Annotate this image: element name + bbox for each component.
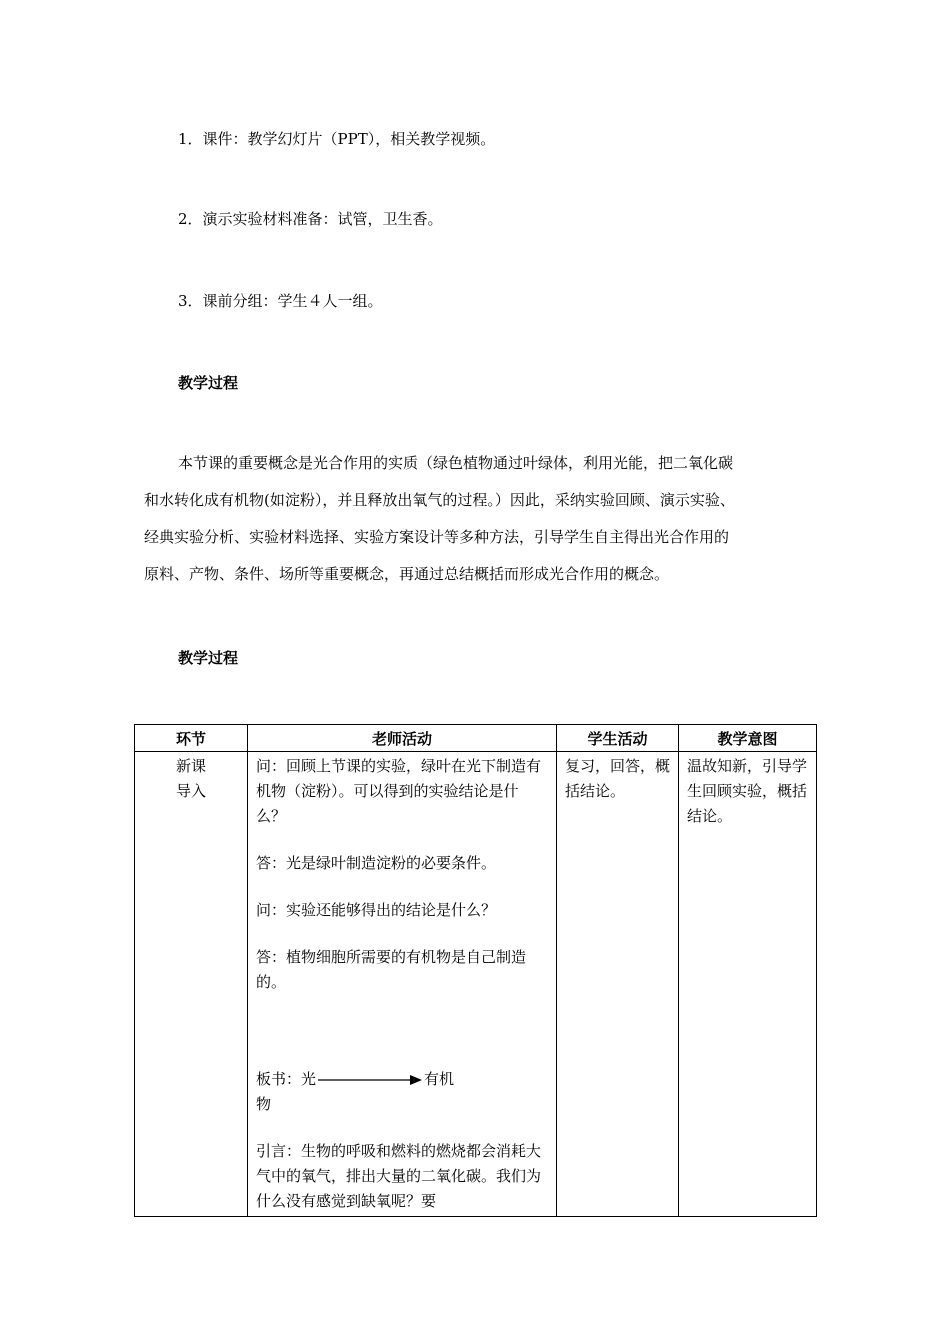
board-note-suffix: 有机	[424, 1070, 455, 1088]
overview-paragraph	[144, 445, 814, 593]
table-header-row	[135, 725, 817, 752]
board-note	[256, 1067, 548, 1117]
teacher-question-2: 问：实验还能够得出的结论是什么？	[256, 901, 497, 919]
paragraph-line-3: 经典实验分析、实验材料选择、实验方案设计等多种方法，引导学生自主得出光合作用的	[144, 528, 730, 546]
section-heading-process: 教学过程	[178, 374, 239, 392]
teaching-intent-cell: 温故知新，引导学生回顾实验，概括结论。	[679, 752, 817, 1217]
paragraph-line-2: 和水转化成有机物(如淀粉），并且释放出氧气的过程。）因此，采纳实验回顾、演示实验、	[144, 491, 735, 509]
header-student-activity: 学生活动	[557, 725, 679, 752]
paragraph-line-1: 本节课的重要概念是光合作用的实质（绿色植物通过叶绿体，利用光能，把二氧化碳	[178, 454, 734, 472]
student-activity-cell: 复习，回答，概括结论。	[557, 752, 679, 1217]
lesson-table	[134, 724, 817, 1217]
stage-label-line-2: 导入	[175, 782, 206, 800]
prep-item-1: 1．课件：教学幻灯片（PPT），相关教学视频。	[178, 130, 496, 148]
right-arrow-icon	[318, 1074, 422, 1086]
teacher-intro: 引言：生物的呼吸和燃料的燃烧都会消耗大气中的氧气，排出大量的二氧化碳。我们为什么没有感觉到缺氧呢？要	[256, 1142, 542, 1210]
stage-label-line-1: 新课	[175, 757, 206, 775]
section-heading-process-2: 教学过程	[178, 649, 239, 667]
board-note-wrap: 物	[256, 1095, 272, 1113]
header-stage: 环节	[135, 725, 248, 752]
teacher-answer-2: 答：植物细胞所需要的有机物是自己制造的。	[256, 948, 527, 991]
prep-item-2: 2．演示实验材料准备：试管，卫生香。	[178, 210, 443, 228]
header-teacher-activity: 老师活动	[248, 725, 557, 752]
stage-cell	[135, 752, 248, 1217]
table-row	[135, 752, 817, 1217]
paragraph-line-4: 原料、产物、条件、场所等重要概念，再通过总结概括而形成光合作用的概念。	[144, 565, 670, 583]
teacher-activity-cell	[248, 752, 557, 1217]
header-teaching-intent: 教学意图	[679, 725, 817, 752]
teacher-question-1: 问：回顾上节课的实验，绿叶在光下制造有机物（淀粉）。可以得到的实验结论是什么？	[256, 757, 542, 825]
teacher-answer-1: 答：光是绿叶制造淀粉的必要条件。	[256, 854, 497, 872]
prep-item-3: 3．课前分组：学生４人一组。	[178, 292, 383, 310]
board-note-prefix: 板书：光	[256, 1070, 317, 1088]
